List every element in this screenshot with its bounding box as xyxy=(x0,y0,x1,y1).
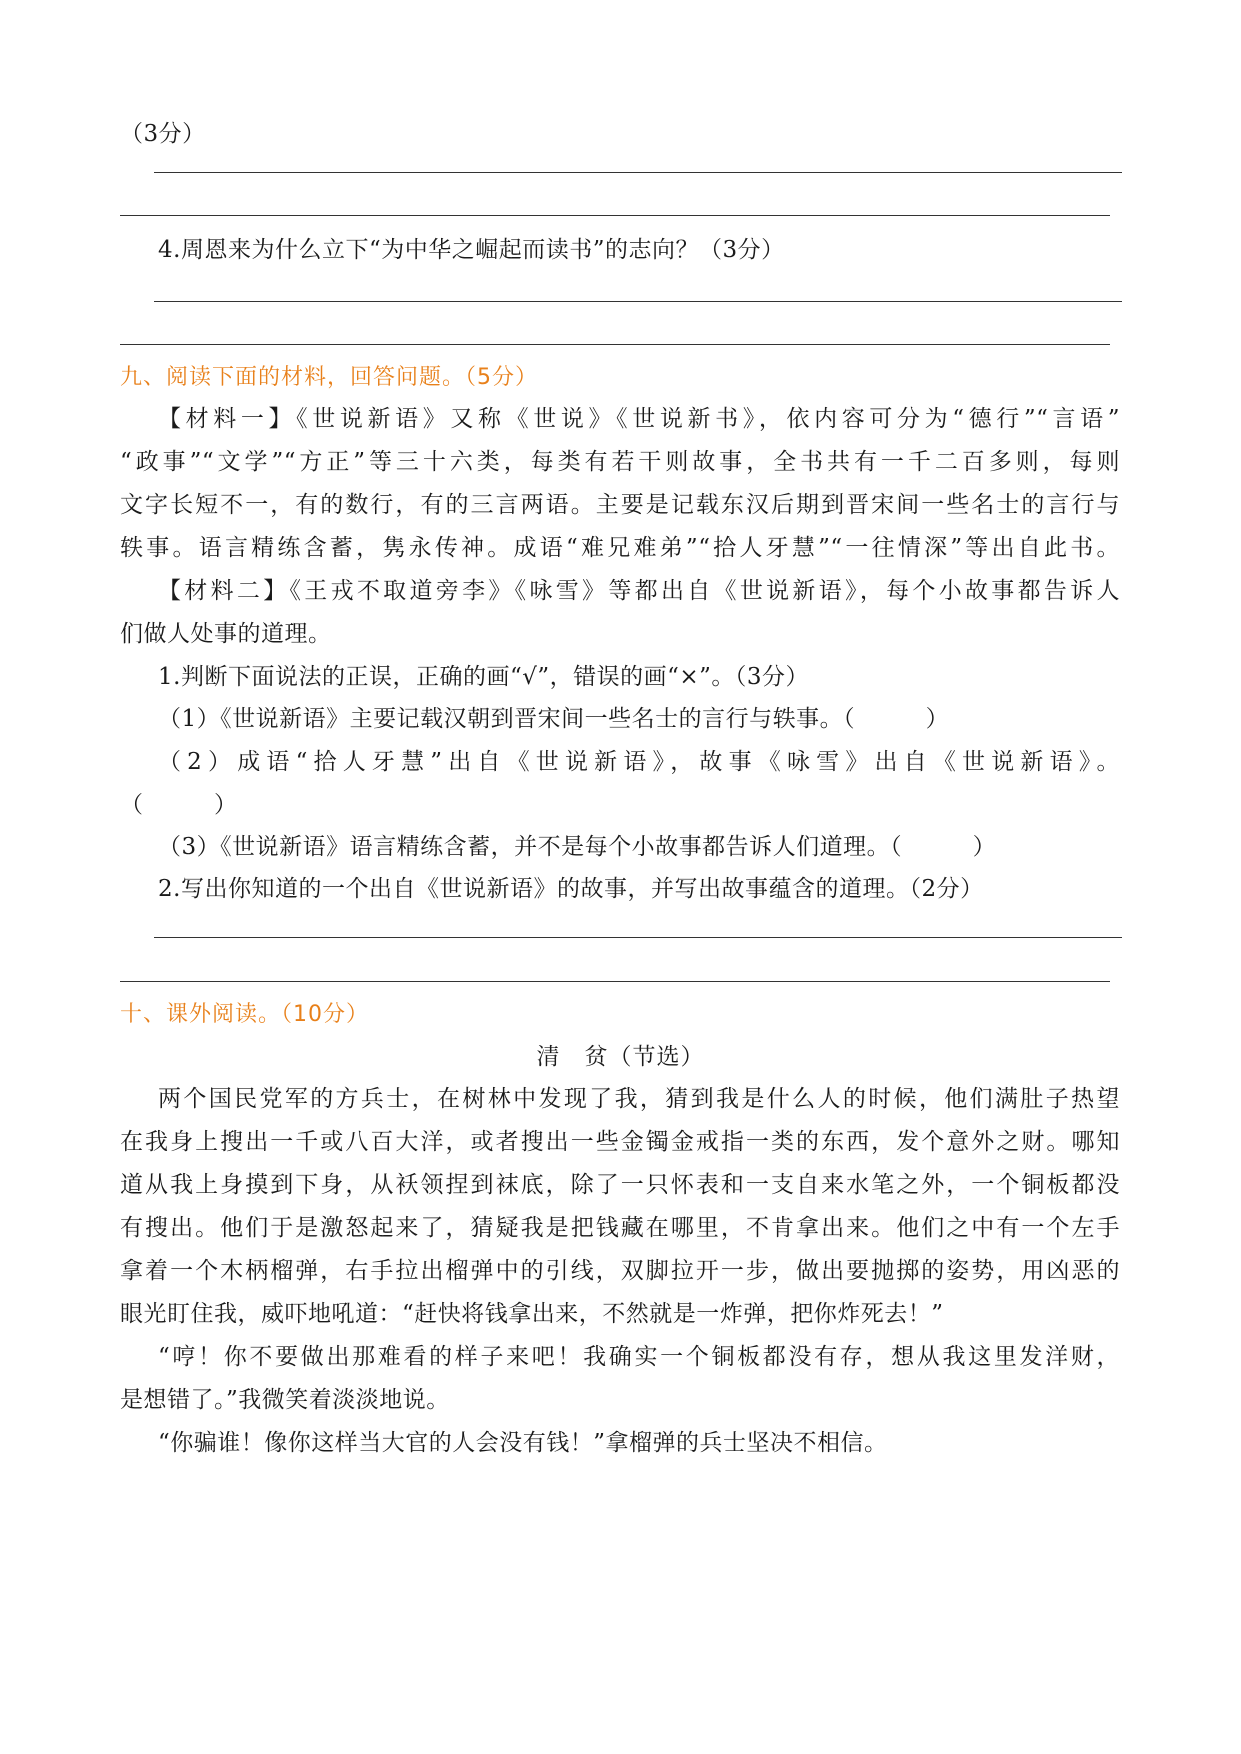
answer-line[interactable] xyxy=(154,937,1122,938)
passage-line: “哼！你不要做出那难看的样子来吧！我确实一个铜板都没有存，想从我这里发洋财， xyxy=(158,1344,1120,1370)
section-9-heading: 九、阅读下面的材料，回答问题。（5分） xyxy=(120,365,538,390)
judgement-item-1[interactable]: （1）《世说新语》主要记载汉朝到晋宋间一些名士的言行与轶事。（ ） xyxy=(158,706,950,732)
material-1-line: 轶事。语言精练含蓄，隽永传神。成语“难兄难弟”“拾人牙慧”“一往情深”等出自此书。 xyxy=(120,535,1120,561)
question-9-1: 1.判断下面说法的正误，正确的画“√”，错误的画“×”。（3分） xyxy=(158,664,810,690)
material-2-line: 【材料二】《王戎不取道旁李》《咏雪》等都出自《世说新语》，每个小故事都告诉人 xyxy=(158,578,1120,604)
passage-line: “你骗谁！像你这样当大官的人会没有钱！”拿榴弹的兵士坚决不相信。 xyxy=(158,1430,888,1456)
passage-title: 清 贫（节选） xyxy=(536,1044,705,1070)
judgement-item-2-bracket[interactable]: （ ） xyxy=(120,792,238,818)
passage-line: 有搜出。他们于是激怒起来了，猜疑我是把钱藏在哪里，不肯拿出来。他们之中有一个左手 xyxy=(120,1215,1120,1241)
answer-line[interactable] xyxy=(120,981,1110,982)
passage-line: 是想错了。”我微笑着淡淡地说。 xyxy=(120,1387,450,1413)
material-1-line: “政事”“文学”“方正”等三十六类，每类有若干则故事，全书共有一千二百多则，每则 xyxy=(120,449,1120,475)
judgement-item-2[interactable]: （2）成语“拾人牙慧”出自《世说新语》，故事《咏雪》出自《世说新语》。 xyxy=(158,749,1120,775)
section-10-heading: 十、课外阅读。（10分） xyxy=(120,1002,369,1027)
judgement-item-3[interactable]: （3）《世说新语》语言精练含蓄，并不是每个小故事都告诉人们道理。（ ） xyxy=(158,834,997,860)
answer-line[interactable] xyxy=(120,344,1110,345)
passage-line: 拿着一个木柄榴弹，右手拉出榴弹中的引线，双脚拉开一步，做出要抛掷的姿势，用凶恶的 xyxy=(120,1258,1120,1284)
passage-line: 两个国民党军的方兵士，在树林中发现了我，猜到我是什么人的时候，他们满肚子热望 xyxy=(158,1086,1120,1112)
question-4: 4.周恩来为什么立下“为中华之崛起而读书”的志向？（3分） xyxy=(158,237,785,263)
passage-line: 眼光盯住我，威吓地吼道：“赶快将钱拿出来，不然就是一炸弹，把你炸死去！” xyxy=(120,1301,944,1327)
answer-line[interactable] xyxy=(120,215,1110,216)
material-1-line: 【材料一】《世说新语》又称《世说》《世说新书》，依内容可分为“德行”“言语” xyxy=(158,406,1120,432)
passage-line: 在我身上搜出一千或八百大洋，或者搜出一些金镯金戒指一类的东西，发个意外之财。哪知 xyxy=(120,1129,1120,1155)
material-1-line: 文字长短不一，有的数行，有的三言两语。主要是记载东汉后期到晋宋间一些名士的言行与 xyxy=(120,492,1120,518)
answer-line[interactable] xyxy=(154,301,1122,302)
question-9-2: 2.写出你知道的一个出自《世说新语》的故事，并写出故事蕴含的道理。（2分） xyxy=(158,876,984,902)
q3-score: （3分） xyxy=(120,121,206,147)
material-2-line: 们做人处事的道理。 xyxy=(120,621,332,647)
answer-line[interactable] xyxy=(154,172,1122,173)
passage-line: 道从我上身摸到下身，从袄领捏到袜底，除了一只怀表和一支自来水笔之外，一个铜板都没 xyxy=(120,1172,1120,1198)
